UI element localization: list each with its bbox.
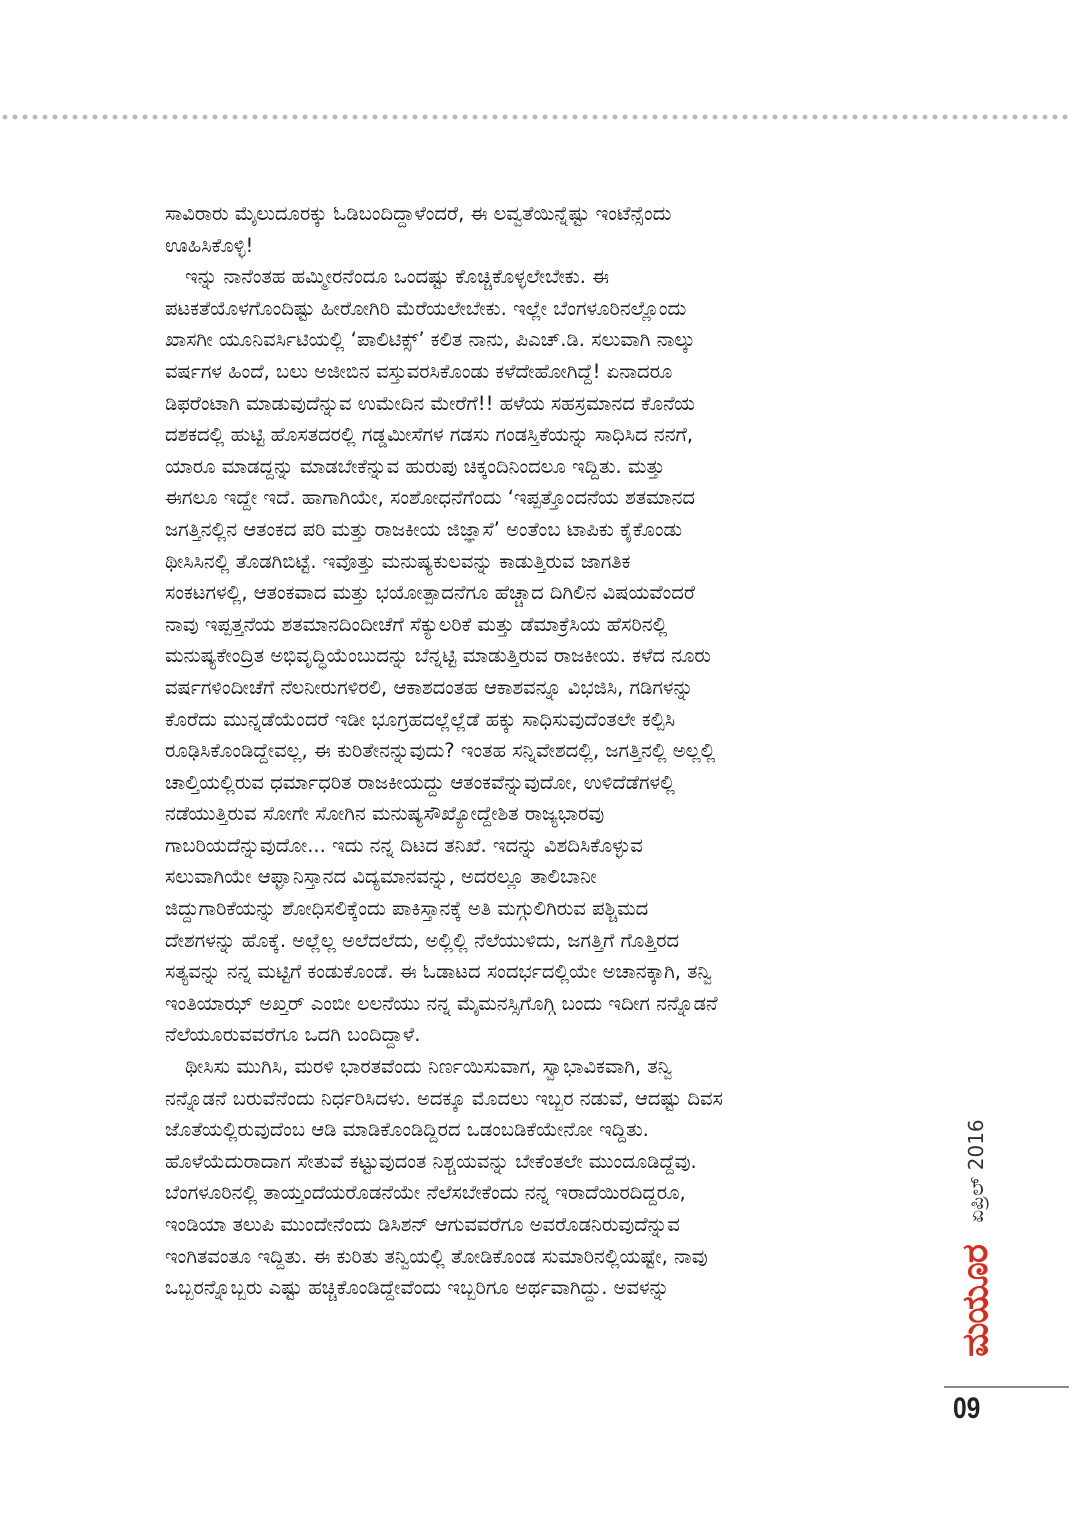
text-line: ಚಾಲ್ತಿಯಲ್ಲಿರುವ ಧರ್ಮಾಧರಿತ ರಾಜಕೀಯದ್ದು ಆತಂಕವೆನ್ನುವುದೋ, ಉಳಿದೆಡೆಗಳಲ್ಲಿ <box>165 770 675 794</box>
page-number: 09 <box>953 1392 981 1425</box>
text-line: ಬೆಂಗಳೂರಿನಲ್ಲಿ ತಾಯ್ತಂದೆಯರೊಡನೆಯೇ ನೆಲೆಸಬೇಕೆಂದು ನನ್ನ ಇರಾದೆಯಿರದಿದ್ದರೂ, <box>165 1181 686 1205</box>
text-line: ದಶಕದಲ್ಲಿ ಹುಟ್ಟಿ ಹೊಸತದರಲ್ಲಿ ಗಡ್ಡಮೀಸೆಗಳ ಗಡಸು ಗಂಡಸ್ತಿಕೆಯನ್ನು ಸಾಧಿಸಿದ ನನಗೆ, <box>165 423 694 447</box>
text-line: ವರ್ಷಗಳಿಂದೀಚೆಗೆ ನೆಲನೀರುಗಳಿರಲಿ, ಆಕಾಶದಂತಹ ಆಕಾಶವನ್ನೂ ವಿಭಜಿಸಿ, ಗಡಿಗಳನ್ನು <box>165 675 694 699</box>
text-line: ಇಂಗಿತವಂತೂ ಇದ್ದಿತು. ಈ ಕುರಿತು ತನ್ವಿಯಲ್ಲಿ ತೋಡಿಕೊಂಡ ಸುಮಾರಿನಲ್ಲಿಯಷ್ಟೇ, ನಾವು <box>165 1244 708 1268</box>
text-line: ಡಿಫರೆಂಟಾಗಿ ಮಾಡುವುದೆನ್ನುವ ಉಮೇದಿನ ಮೇರೆಗೆ!! ಹಳೆಯ ಸಹಸ್ರಮಾನದ ಕೊನೆಯ <box>165 391 695 415</box>
text-line: ಥೀಸಿಸು ಮುಗಿಸಿ, ಮರಳಿ ಭಾರತವೆಂದು ನಿರ್ಣಯಿಸುವಾಗ, ಸ್ವಾಭಾವಿಕವಾಗಿ, ತನ್ವಿ <box>185 1055 672 1079</box>
text-line: ಊಹಿಸಿಕೊಳ್ಳಿ! <box>165 233 254 257</box>
text-line: ಜಗತ್ತಿನಲ್ಲಿನ ಆತಂಕದ ಪರಿ ಮತ್ತು ರಾಜಕೀಯ ಜಿಜ್ಞಾಸೆ’ ಅಂತೆಂಬ ಟಾಪಿಕು ಕೈಕೊಂಡು <box>165 517 683 541</box>
text-line: ಯಾರೂ ಮಾಡದ್ದನ್ನು ಮಾಡಬೇಕೆನ್ನುವ ಹುರುಪು ಚಿಕ್ಕಂದಿನಿಂದಲೂ ಇದ್ದಿತು. ಮತ್ತು <box>165 454 665 478</box>
paragraph-2 <box>165 261 915 1051</box>
text-line: ನಾವು ಇಪ್ಪತ್ತನೆಯ ಶತಮಾನದಿಂದೀಚೆಗೆ ಸೆಕ್ಯುಲರಿಕೆ ಮತ್ತು ಡೆಮಾಕ್ರೆಸಿಯ ಹೆಸರಿನಲ್ಲಿ <box>165 612 668 636</box>
dotted-header-rule <box>0 113 1072 121</box>
text-line: ನನ್ನೊಡನೆ ಬರುವೆನೆಂದು ನಿರ್ಧರಿಸಿದಳು. ಅದಕ್ಕೂ ಮೊದಲು ಇಬ್ಬರ ನಡುವೆ, ಆದಷ್ಟು ದಿವಸ <box>165 1086 723 1110</box>
magazine-logo <box>952 1236 1000 1366</box>
text-line: ನಡೆಯುತ್ತಿರುವ ಸೋಗೇ ಸೋಗಿನ ಮನುಷ್ಯಸೌಖ್ಯೋದ್ದೇಶಿತ ರಾಜ್ಯಭಾರವು <box>165 802 605 826</box>
text-line: ಇಂತಿಯಾಝ್ ಅಖ್ತರ್ ಎಂಬೀ ಲಲನೆಯು ನನ್ನ ಮೈಮನಸ್ಸಿಗೊಗ್ಗಿ ಬಂದು ಇದೀಗ ನನ್ನೊಡನೆ <box>165 991 718 1015</box>
text-line: ಇಂಡಿಯಾ ತಲುಪಿ ಮುಂದೇನೆಂದು ಡಿಸಿಶನ್ ಆಗುವವರೆಗೂ ಅವರೊಡನಿರುವುದೆನ್ನುವ <box>165 1213 680 1236</box>
paragraph-3 <box>165 1051 915 1304</box>
text-line: ವರ್ಷಗಳ ಹಿಂದೆ, ಬಲು ಅಜೀಬಿನ ವಸ್ತುವರಸಿಕೊಂಡು ಕಳೆದೇಹೋಗಿದ್ದೆ! ಏನಾದರೂ <box>165 359 673 383</box>
text-line: ಗಾಬರಿಯದೆನ್ನುವುದೋ... ಇದು ನನ್ನ ದಿಟದ ತನಿಖೆ. ಇದನ್ನು ವಿಶದಿಸಿಕೊಳ್ಳುವ <box>165 833 643 857</box>
text-line: ಪಟಕತೆಯೊಳಗೊಂದಿಷ್ಟು ಹೀರೋಗಿರಿ ಮೆರೆಯಲೇಬೇಕು. ಇಲ್ಲೇ ಬೆಂಗಳೂರಿನಲ್ಲೊಂದು <box>165 296 687 320</box>
magazine-name-text: ಮಯೂರ <box>955 1245 996 1357</box>
text-line: ಸಲುವಾಗಿಯೇ ಆಫ್ಘಾನಿಸ್ತಾನದ ವಿದ್ಯಮಾನವನ್ನು, ಅದರಲ್ಲೂ ತಾಲಿಬಾನೀ <box>165 865 597 889</box>
text-line: ಸತ್ಯವನ್ನು ನನ್ನ ಮಟ್ಟಿಗೆ ಕಂಡುಕೊಂಡೆ. ಈ ಓಡಾಟದ ಸಂದರ್ಭದಲ್ಲಿಯೇ ಅಚಾನಕ್ಕಾಗಿ, ತನ್ವಿ <box>165 960 712 984</box>
text-line: ಈಗಲೂ ಇದ್ದೇ ಇದೆ. ಹಾಗಾಗಿಯೇ, ಸಂಶೋಧನೆಗೆಂದು ‘ಇಪ್ಪತ್ತೊಂದನೆಯ ಶತಮಾನದ <box>165 486 696 510</box>
text-line: ಮನುಷ್ಯಕೇಂದ್ರಿತ ಅಭಿವೃದ್ಧಿಯೆಂಬುದನ್ನು ಬೆನ್ನಟ್ಟಿ ಮಾಡುತ್ತಿರುವ ರಾಜಕೀಯ. ಕಳೆದ ನೂರು <box>165 644 711 668</box>
text-line: ನೆಲೆಯೂರುವವರೆಗೂ ಒದಗಿ ಬಂದಿದ್ದಾಳೆ. <box>165 1023 421 1047</box>
page-number-rule <box>944 1386 1069 1388</box>
text-line: ಇನ್ನು ನಾನೆಂತಹ ಹಮ್ಮೀರನೆಂದೂ ಒಂದಷ್ಟು ಕೊಚ್ಚಿಕೊಳ್ಳಲೇಬೇಕು. ಈ <box>185 265 610 289</box>
issue-month-label <box>956 1116 996 1226</box>
text-line: ಸಂಕಟಗಳಲ್ಲಿ, ಆತಂಕವಾದ ಮತ್ತು ಭಯೋತ್ಪಾದನೆಗೂ ಹೆಚ್ಚಾದ ದಿಗಿಲಿನ ವಿಷಯವೆಂದರೆ <box>165 581 695 605</box>
issue-month-text: ಏಪ್ರಿಲ್ 2016 <box>964 1119 988 1223</box>
text-line: ಸಾವಿರಾರು ಮೈಲುದೂರಕ್ಕು ಓಡಿಬಂದಿದ್ದಾಳೆಂದರೆ, ಈ ಲವ್ವತೆಯಿನ್ನೆಷ್ಟು ಇಂಟೆನ್ಸೆಂದು <box>165 202 672 225</box>
paragraph-1 <box>165 198 915 261</box>
text-line: ರೂಢಿಸಿಕೊಂಡಿದ್ದೇವಲ್ಲ, ಈ ಕುರಿತೇನನ್ನುವುದು? ಇಂತಹ ಸನ್ನಿವೇಶದಲ್ಲಿ, ಜಗತ್ತಿನಲ್ಲಿ ಅಲ್ಲಲ್ಲಿ <box>165 739 716 763</box>
text-line: ಖಾಸಗೀ ಯೂನಿವರ್ಸಿಟಿಯಲ್ಲಿ ‘ಪಾಲಿಟಿಕ್ಸ್’ ಕಲಿತ ನಾನು, ಪಿಎಚ್.ಡಿ. ಸಲುವಾಗಿ ನಾಲ್ಕು <box>165 328 696 352</box>
text-line: ಹೊಳೆಯೆದುರಾದಾಗ ಸೇತುವೆ ಕಟ್ಟುವುದಂತ ನಿಶ್ಚಯವನ್ನು ಬೇಕೆಂತಲೇ ಮುಂದೂಡಿದ್ದೆವು. <box>165 1149 697 1173</box>
text-line: ದೇಶಗಳನ್ನು ಹೊಕ್ಕೆ. ಅಲ್ಲೆಲ್ಲ ಅಲೆದಲೆದು, ಅಲ್ಲಿಲ್ಲಿ ನೆಲೆಯುಳಿದು, ಜಗತ್ತಿಗೆ ಗೊತ್ತಿರದ <box>165 928 680 952</box>
text-line: ಜಿದ್ದುಗಾರಿಕೆಯನ್ನು ಶೋಧಿಸಲಿಕ್ಕೆಂದು ಪಾಕಿಸ್ತಾನಕ್ಕೆ ಅತಿ ಮಗ್ಗುಲಿಗಿರುವ ಪಶ್ಚಿಮದ <box>165 897 649 921</box>
text-line: ಕೊರೆದು ಮುನ್ನಡೆಯೆಂದರೆ ಇಡೀ ಭೂಗ್ರಹದಲ್ಲೆಲ್ಲೆಡೆ ಹಕ್ಕು ಸಾಧಿಸುವುದೆಂತಲೇ ಕಲ್ಪಿಸಿ <box>165 707 676 731</box>
article-body <box>165 198 915 1304</box>
text-line: ಒಬ್ಬರನ್ನೊಬ್ಬರು ಎಷ್ಟು ಹಚ್ಚಿಕೊಂಡಿದ್ದೇವೆಂದು ಇಬ್ಬರಿಗೂ ಅರ್ಥವಾಗಿದ್ದು. ಅವಳನ್ನು <box>165 1276 670 1300</box>
text-line: ಥೀಸಿಸಿನಲ್ಲಿ ತೊಡಗಿಬಿಟ್ಟೆ. ಇವೊತ್ತು ಮನುಷ್ಯಕುಲವನ್ನು ಕಾಡುತ್ತಿರುವ ಜಾಗತಿಕ <box>165 549 631 573</box>
text-line: ಜೊತೆಯಲ್ಲಿರುವುದೆಂಬ ಆಡಿ ಮಾಡಿಕೊಂಡಿದ್ದಿರದ ಒಡಂಬಡಿಕೆಯೇನೋ ಇದ್ದಿತು. <box>165 1118 649 1142</box>
